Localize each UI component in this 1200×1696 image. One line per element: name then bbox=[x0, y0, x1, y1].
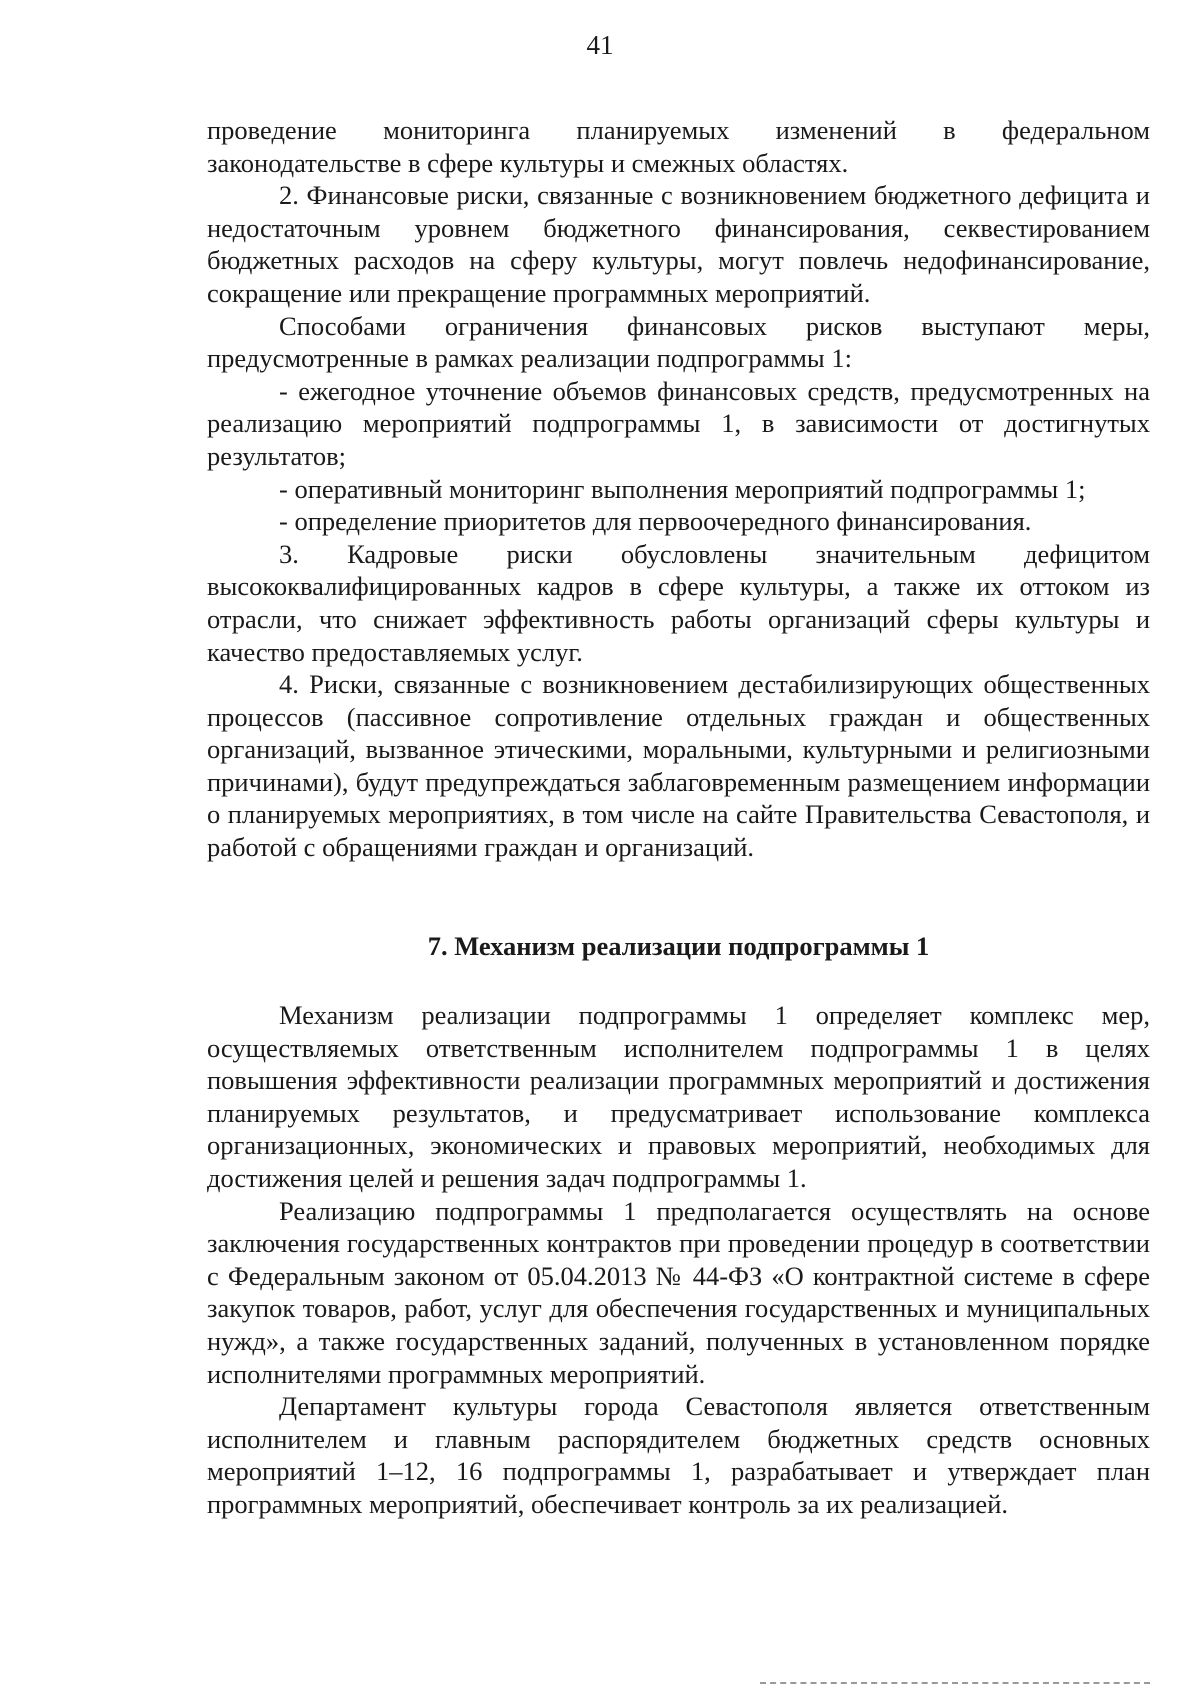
paragraph-risk-mitigation-intro: Способами ограничения финансовых рисков выступают меры, предусмотренные в рамках реализации подпрограммы 1: bbox=[207, 310, 1150, 374]
paragraph-mechanism-definition: Механизм реализации подпрограммы 1 определяет комплекс мер, осуществляемых ответственным исполнителем подпрограммы 1 в целях повышения эффективности реализации программных мероприятий и достижения планируемых результатов, и предусматривает использование комплекса организационных, экономических и правовых мероприятий, необходимых для достижения целей и решения задач подпрограммы 1. bbox=[207, 1000, 1150, 1193]
paragraph-social-risks: 4. Риски, связанные с возникновением дестабилизирующих общественных процессов (пассивное сопротивление отдельных граждан и общественных организаций, вызванное этическими, моральными, культурными и религиозными причинами), будут предупреждаться заблаговременным размещением информации о планируемых мероприятиях, в том числе на сайте Правительства Севастополя, и работой с обращениями граждан и организаций. bbox=[207, 669, 1150, 863]
page-number: 41 bbox=[586, 30, 614, 60]
risks-text-block bbox=[207, 114, 1150, 864]
paragraph-responsible-department: Департамент культуры города Севастополя является ответственным исполнителем и главным распорядителем бюджетных средств основных мероприятий 1–12, 16 подпрограммы 1, разрабатывает и утверждает план программных мероприятий, обеспечивает контроль за их реализацией. bbox=[207, 1391, 1150, 1519]
list-item-annual-refinement: - ежегодное уточнение объемов финансовых средств, предусмотренных на реализацию мероприятий подпрограммы 1, в зависимости от достигнутых результатов; bbox=[207, 375, 1150, 471]
list-item-priority-financing: - определение приоритетов для первоочередного финансирования. bbox=[279, 506, 1032, 537]
paragraph-financial-risks: 2. Финансовые риски, связанные с возникновением бюджетного дефицита и недостаточным уровнем бюджетного финансирования, секвестированием бюджетных расходов на сферу культуры, могут повлечь недофинансирование, сокращение или прекращение программных мероприятий. bbox=[207, 180, 1150, 308]
paragraph-personnel-risks: 3. Кадровые риски обусловлены значительным дефицитом высококвалифицированных кадров в сфере культуры, а также их оттоком из отрасли, что снижает эффективность работы организаций сферы культуры и качество предоставляемых услуг. bbox=[207, 538, 1150, 667]
footer-scan-line bbox=[760, 1682, 1150, 1684]
section-heading: 7. Механизм реализации подпрограммы 1 bbox=[427, 931, 930, 961]
mechanism-text-block bbox=[207, 999, 1150, 1521]
paragraph-monitoring-continuation: проведение мониторинга планируемых изменений в федеральном законодательстве в сфере культуры и смежных областях. bbox=[207, 115, 1150, 178]
list-item-operational-monitoring: - оперативный мониторинг выполнения мероприятий подпрограммы 1; bbox=[279, 473, 1086, 504]
paragraph-contracts: Реализацию подпрограммы 1 предполагается осуществлять на основе заключения государственных контрактов при проведении процедур в соответствии с Федеральным законом от 05.04.2013 № 44-ФЗ «О контрактной системе в сфере закупок товаров, работ, услуг для обеспечения государственных и муниципальных нужд», а также государственных заданий, полученных в установленном порядке исполнителями программных мероприятий. bbox=[207, 1195, 1150, 1389]
